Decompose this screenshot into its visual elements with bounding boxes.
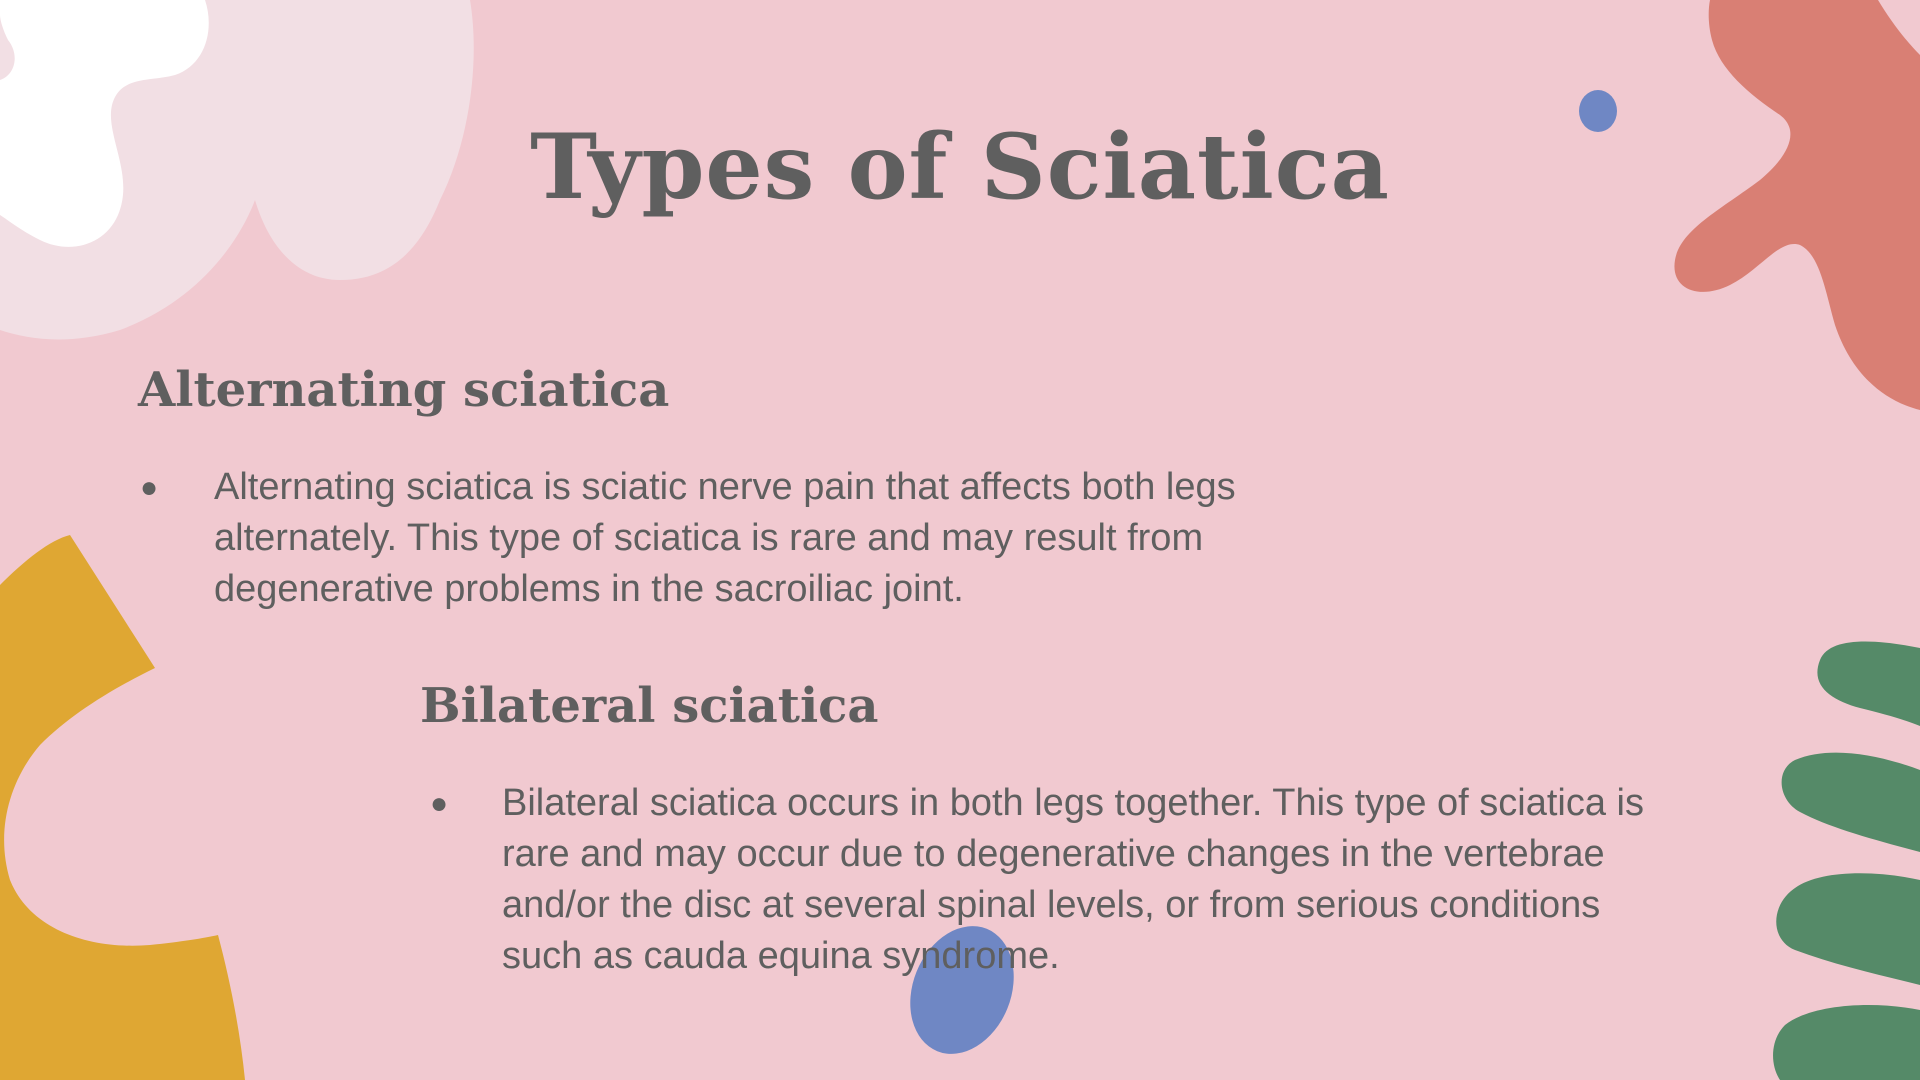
section-heading-alternating: Alternating sciatica bbox=[138, 362, 670, 418]
bullet-item-bilateral bbox=[430, 778, 1660, 982]
section-heading-bilateral: Bilateral sciatica bbox=[420, 678, 879, 734]
green-blob-shape bbox=[1773, 641, 1920, 1080]
bullet-dot-icon: ● bbox=[140, 471, 159, 504]
bullet-text: Alternating sciatica is sciatic nerve pain that affects both legs alternately. This type of sciatica is rare and may result from degenerative problems in the sacroiliac joint. bbox=[214, 466, 1236, 610]
bullet-dot-icon: ● bbox=[430, 787, 449, 820]
slide-title: Types of Sciatica bbox=[530, 114, 1390, 220]
bullet-item-alternating bbox=[140, 462, 1380, 615]
bullet-text: Bilateral sciatica occurs in both legs together. This type of sciatica is rare and may occur due to degenerative changes in the vertebrae and/or the disc at several spinal levels, or from serious conditions such as cauda equina syndrome. bbox=[502, 782, 1644, 977]
mustard-blob-shape bbox=[0, 535, 245, 1080]
